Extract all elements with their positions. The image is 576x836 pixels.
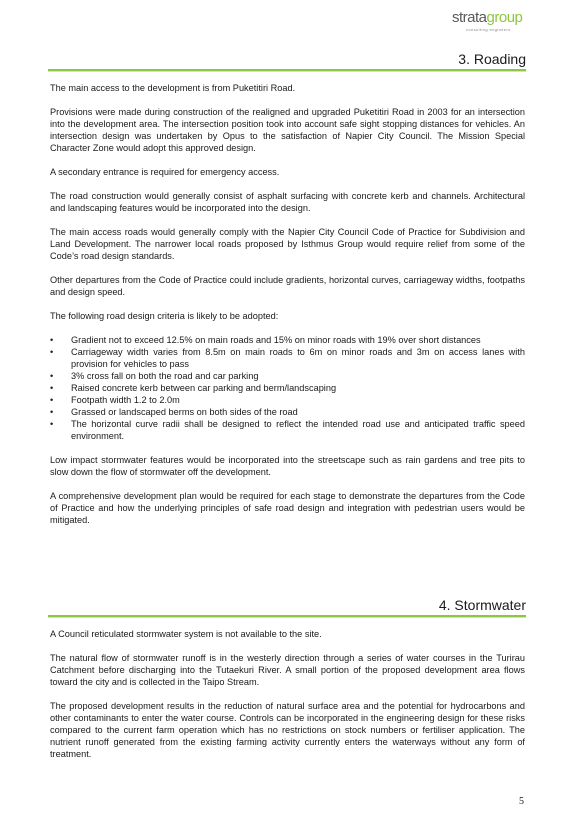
roading-heading: 3. Roading <box>458 51 526 67</box>
criteria-text: Raised concrete kerb between car parking and berm/landscaping <box>71 383 337 393</box>
roading-paragraph: Other departures from the Code of Practice could include gradients, horizontal curves, carriageway widths, footpaths and design speed. <box>50 275 525 297</box>
roading-paragraph: The main access roads would generally comply with the Napier City Council Code of Practice for Subdivision and Land Development. The narrower local roads proposed by Isthmus Group would require relief from some of the Code’s road design standards. <box>50 227 525 261</box>
criteria-text: 3% cross fall on both the road and car parking <box>71 371 259 381</box>
criteria-text: Grassed or landscaped berms on both sides of the road <box>71 407 298 417</box>
bullet-icon: • <box>50 383 54 393</box>
stormwater-heading-rule <box>48 615 526 617</box>
bullet-icon: • <box>50 347 54 357</box>
criteria-text: Gradient not to exceed 12.5% on main roads and 15% on minor roads with 19% over short distances <box>71 335 481 345</box>
roading-paragraph: Low impact stormwater features would be incorporated into the streetscape such as rain gardens and tree pits to slow down the flow of stormwater off the development. <box>50 455 525 477</box>
strata-group-logo <box>452 9 532 35</box>
criteria-text: Footpath width 1.2 to 2.0m <box>71 395 180 405</box>
roading-paragraph: The road construction would generally consist of asphalt surfacing with concrete kerb and channels. Architectural and landscaping features would be incorporated into the design. <box>50 191 525 213</box>
logo-group-text: group <box>486 9 523 26</box>
roading-paragraph: The following road design criteria is likely to be adopted: <box>50 311 279 321</box>
logo-wordmark <box>452 9 532 27</box>
page-number: 5 <box>519 796 524 807</box>
bullet-icon: • <box>50 335 54 345</box>
criteria-list-item <box>50 418 525 442</box>
stormwater-paragraph: The natural flow of stormwater runoff is in the westerly direction through a series of water courses in the Turirau Catchment before discharging into the Tutaekuri River. A small portion of the proposed development area flows toward the city and is collected in the Taipo Stream. <box>50 653 525 687</box>
stormwater-paragraph: A Council reticulated stormwater system is not available to the site. <box>50 629 322 639</box>
stormwater-section-body <box>50 628 525 772</box>
criteria-list-item <box>50 382 525 394</box>
bullet-icon: • <box>50 419 54 429</box>
bullet-icon: • <box>50 371 54 381</box>
road-design-criteria-list <box>50 334 525 442</box>
roading-paragraph: A comprehensive development plan would be required for each stage to demonstrate the departures from the Code of Practice and how the underlying principles of safe road design and integration with pedestrian users would be mitigated. <box>50 491 525 525</box>
logo-strata-text: strata <box>452 9 487 26</box>
roading-heading-rule <box>48 69 526 71</box>
bullet-icon: • <box>50 395 54 405</box>
criteria-list-item <box>50 370 525 382</box>
criteria-list-item <box>50 394 525 406</box>
roading-paragraph: A secondary entrance is required for emergency access. <box>50 167 280 177</box>
criteria-list-item <box>50 346 525 370</box>
criteria-text: The horizontal curve radii shall be designed to reflect the intended road use and anticipated traffic speed environment. <box>71 419 525 441</box>
criteria-text: Carriageway width varies from 8.5m on main roads to 6m on minor roads and 3m on access lanes with provision for vehicles to pass <box>71 347 525 369</box>
logo-tagline: consulting engineers <box>466 27 511 32</box>
roading-paragraph: Provisions were made during construction of the realigned and upgraded Puketitiri Road in 2003 for an intersection into the development area. The intersection position took into account safe sight stopping distances for vehicles. An intersection design was undertaken by Opus to the satisfaction of Napier City Council. The Mission Special Character Zone would adopt this approved design. <box>50 107 525 153</box>
bullet-icon: • <box>50 407 54 417</box>
stormwater-heading: 4. Stormwater <box>438 597 526 613</box>
stormwater-paragraph: The proposed development results in the reduction of natural surface area and the potential for hydrocarbons and other contaminants to enter the water course. Controls can be incorporated in the engineering design for these risks compared to the current farm operation which has no restrictions on stock numbers or fertiliser application. The nutrient runoff generated from the existing farming activity currently enters the waterways without any form of treatment. <box>50 701 525 759</box>
criteria-list-item <box>50 334 525 346</box>
roading-section-body <box>50 82 525 538</box>
criteria-list-item <box>50 406 525 418</box>
roading-paragraph: The main access to the development is from Puketitiri Road. <box>50 83 296 93</box>
